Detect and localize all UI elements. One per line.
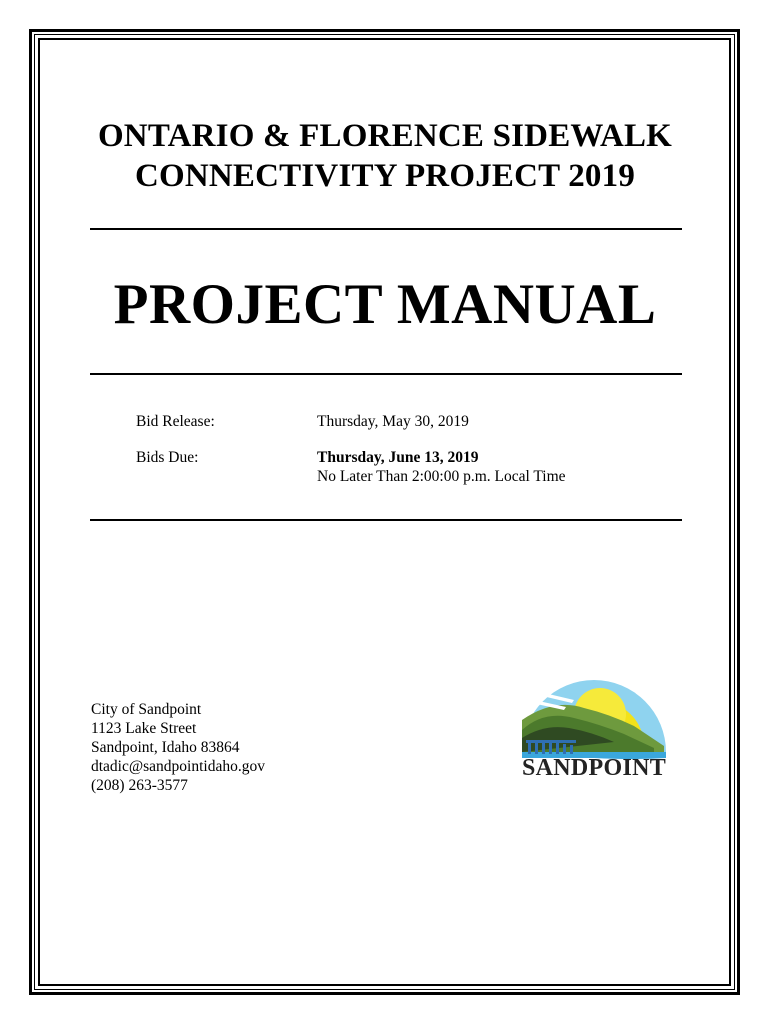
project-title xyxy=(60,116,710,196)
divider-top xyxy=(90,228,682,230)
contact-city-state-zip: Sandpoint, Idaho 83864 xyxy=(91,739,240,756)
bids-due-date: Thursday, June 13, 2019 xyxy=(317,449,479,466)
contact-email: dtadic@sandpointidaho.gov xyxy=(91,758,265,775)
contact-organization: City of Sandpoint xyxy=(91,701,202,718)
bids-due-time-note: No Later Than 2:00:00 p.m. Local Time xyxy=(317,468,566,485)
contact-street: 1123 Lake Street xyxy=(91,720,197,737)
contact-phone: (208) 263-3577 xyxy=(91,777,188,794)
project-title-line-2: CONNECTIVITY PROJECT 2019 xyxy=(134,158,636,194)
project-title-line-1: ONTARIO & FLORENCE SIDEWALK xyxy=(97,118,673,154)
contact-address-block xyxy=(91,700,265,795)
divider-middle xyxy=(90,373,682,375)
bid-release-label: Bid Release: xyxy=(136,413,215,430)
bids-due-label: Bids Due: xyxy=(136,449,199,466)
bid-release-date: Thursday, May 30, 2019 xyxy=(317,413,469,430)
sandpoint-logo-wordmark: SANDPOINT xyxy=(521,755,667,781)
manual-heading: PROJECT MANUAL xyxy=(113,273,657,336)
divider-bottom xyxy=(90,519,682,521)
